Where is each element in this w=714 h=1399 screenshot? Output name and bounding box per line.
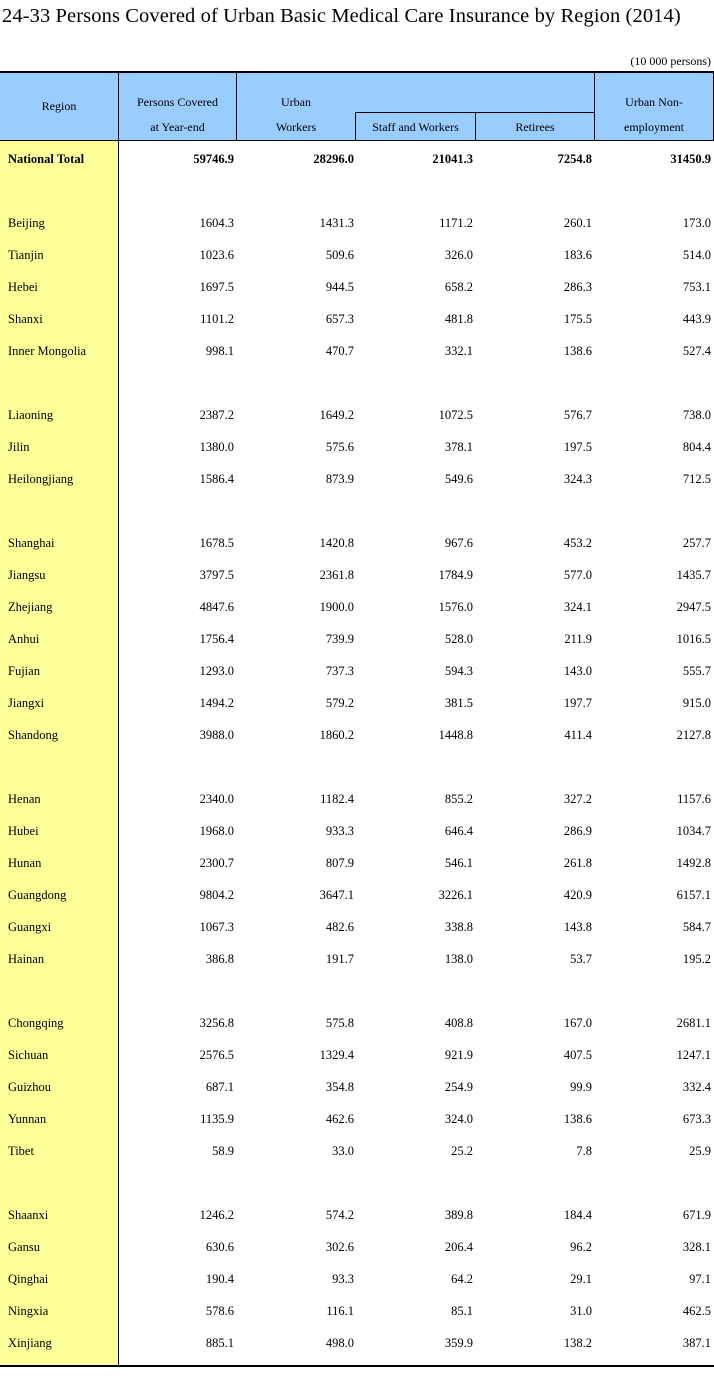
region-cell: Shandong (8, 728, 58, 742)
urban-workers-cell: 657.3 (325, 312, 354, 326)
persons-covered-cell: 630.6 (205, 1240, 234, 1254)
retirees-cell: 577.0 (563, 568, 592, 582)
urban-nonemployment-cell: 804.4 (682, 440, 711, 454)
total-row (0, 144, 714, 176)
table-row (0, 528, 714, 560)
urban-nonemployment-cell: 555.7 (682, 664, 711, 678)
urban-nonemployment-cell: 1435.7 (676, 568, 711, 582)
table-row (0, 1040, 714, 1072)
retirees-cell: 167.0 (563, 1016, 592, 1030)
region-cell: Shanghai (8, 536, 55, 550)
staff-workers-cell: 381.5 (444, 696, 473, 710)
table-bottom-rule (0, 1365, 714, 1367)
urban-workers-cell: 33.0 (332, 1144, 354, 1158)
staff-workers-cell: 85.1 (451, 1304, 473, 1318)
staff-workers-cell: 1448.8 (438, 728, 473, 742)
region-cell: Jiangsu (8, 568, 46, 582)
urban-nonemployment-cell: 671.9 (682, 1208, 711, 1222)
urban-workers-cell: 509.6 (325, 248, 354, 262)
urban-nonemployment-cell: 462.5 (682, 1304, 711, 1318)
header-region: Region (41, 99, 77, 113)
staff-workers-cell: 3226.1 (438, 888, 473, 902)
region-cell: Yunnan (8, 1112, 47, 1126)
urban-workers-cell: 354.8 (325, 1080, 354, 1094)
staff-workers-cell: 389.8 (444, 1208, 473, 1222)
urban-nonemployment-cell: 738.0 (682, 408, 711, 422)
header-bottom-rule (0, 140, 714, 141)
urban-workers-cell: 574.2 (325, 1208, 354, 1222)
retirees-cell: 31.0 (570, 1304, 592, 1318)
staff-workers-cell: 646.4 (444, 824, 473, 838)
retirees-cell: 324.3 (563, 472, 592, 486)
region-cell: Zhejiang (8, 600, 53, 614)
retirees-cell: 324.1 (563, 600, 592, 614)
table-row (0, 560, 714, 592)
table-row (0, 592, 714, 624)
retirees-cell: 211.9 (564, 632, 592, 646)
staff-workers-cell: 21041.3 (432, 152, 473, 166)
urban-workers-cell: 462.6 (325, 1112, 354, 1126)
urban-workers-cell: 944.5 (325, 280, 354, 294)
table-row (0, 816, 714, 848)
urban-nonemployment-cell: 2681.1 (676, 1016, 711, 1030)
persons-covered-cell: 1968.0 (199, 824, 234, 838)
persons-covered-cell: 2576.5 (199, 1048, 234, 1062)
staff-workers-cell: 658.2 (444, 280, 473, 294)
persons-covered-cell: 1756.4 (199, 632, 234, 646)
persons-covered-cell: 3797.5 (199, 568, 234, 582)
region-cell: Henan (8, 792, 41, 806)
staff-workers-cell: 359.9 (444, 1336, 473, 1350)
urban-nonemployment-cell: 712.5 (682, 472, 711, 486)
persons-covered-cell: 1604.3 (199, 216, 234, 230)
persons-covered-cell: 1380.0 (199, 440, 234, 454)
region-cell: Gansu (8, 1240, 40, 1254)
header-urban-line1: Urban (281, 95, 311, 109)
persons-covered-cell: 1293.0 (199, 664, 234, 678)
urban-workers-cell: 1431.3 (319, 216, 354, 230)
retirees-cell: 99.9 (570, 1080, 592, 1094)
region-cell: Inner Mongolia (8, 344, 87, 358)
urban-nonemployment-cell: 673.3 (682, 1112, 711, 1126)
persons-covered-cell: 1067.3 (199, 920, 234, 934)
header-nonemp-line1: Urban Non- (625, 95, 683, 109)
region-cell: Fujian (8, 664, 40, 678)
urban-nonemployment-cell: 1492.8 (676, 856, 711, 870)
urban-workers-cell: 807.9 (325, 856, 354, 870)
staff-workers-cell: 64.2 (451, 1272, 473, 1286)
region-cell: Hainan (8, 952, 45, 966)
staff-workers-cell: 1576.0 (438, 600, 473, 614)
persons-covered-cell: 1023.6 (199, 248, 234, 262)
retirees-cell: 197.5 (563, 440, 592, 454)
urban-workers-cell: 1649.2 (319, 408, 354, 422)
retirees-cell: 143.8 (563, 920, 592, 934)
urban-workers-cell: 1182.4 (320, 792, 354, 806)
staff-workers-cell: 254.9 (444, 1080, 473, 1094)
urban-workers-cell: 1420.8 (319, 536, 354, 550)
retirees-cell: 260.1 (563, 216, 592, 230)
urban-workers-cell: 191.7 (325, 952, 354, 966)
persons-covered-cell: 386.8 (205, 952, 234, 966)
persons-covered-cell: 998.1 (205, 344, 234, 358)
urban-nonemployment-cell: 2947.5 (676, 600, 711, 614)
region-cell: Qinghai (8, 1272, 49, 1286)
region-cell: Jiangxi (8, 696, 45, 710)
region-cell: Guangxi (8, 920, 52, 934)
region-cell: Heilongjiang (8, 472, 74, 486)
header-staff: Staff and Workers (372, 120, 459, 134)
urban-workers-cell: 933.3 (325, 824, 354, 838)
urban-nonemployment-cell: 1034.7 (676, 824, 711, 838)
retirees-cell: 286.3 (563, 280, 592, 294)
staff-workers-cell: 855.2 (444, 792, 473, 806)
retirees-cell: 53.7 (570, 952, 592, 966)
urban-nonemployment-cell: 753.1 (682, 280, 711, 294)
urban-nonemployment-cell: 328.1 (682, 1240, 711, 1254)
table-row (0, 656, 714, 688)
staff-workers-cell: 206.4 (444, 1240, 473, 1254)
retirees-cell: 138.6 (563, 344, 592, 358)
urban-nonemployment-cell: 25.9 (689, 1144, 711, 1158)
urban-workers-cell: 873.9 (325, 472, 354, 486)
retirees-cell: 184.4 (563, 1208, 592, 1222)
persons-covered-cell: 4847.6 (199, 600, 234, 614)
region-cell: National Total (8, 152, 85, 166)
staff-workers-cell: 1784.9 (438, 568, 473, 582)
staff-workers-cell: 324.0 (444, 1112, 473, 1126)
header-nonemp-line2: employment (624, 120, 684, 134)
table-row (0, 912, 714, 944)
persons-covered-cell: 1697.5 (199, 280, 234, 294)
persons-covered-cell: 3256.8 (199, 1016, 234, 1030)
retirees-cell: 327.2 (563, 792, 592, 806)
persons-covered-cell: 1494.2 (199, 696, 234, 710)
table-row (0, 1104, 714, 1136)
persons-covered-cell: 2387.2 (199, 408, 234, 422)
urban-workers-cell: 93.3 (332, 1272, 354, 1286)
table-row (0, 1328, 714, 1360)
table-row (0, 720, 714, 752)
table-row (0, 1232, 714, 1264)
persons-covered-cell: 578.6 (205, 1304, 234, 1318)
persons-covered-cell: 1246.2 (199, 1208, 234, 1222)
urban-workers-cell: 579.2 (325, 696, 354, 710)
region-cell: Chongqing (8, 1016, 64, 1030)
table-row (0, 1072, 714, 1104)
persons-covered-cell: 3988.0 (199, 728, 234, 742)
persons-covered-cell: 190.4 (205, 1272, 234, 1286)
region-cell: Sichuan (8, 1048, 49, 1062)
urban-workers-cell: 737.3 (325, 664, 354, 678)
staff-workers-cell: 138.0 (444, 952, 473, 966)
table-row (0, 848, 714, 880)
region-cell: Hebei (8, 280, 38, 294)
staff-workers-cell: 1072.5 (438, 408, 473, 422)
staff-workers-cell: 481.8 (444, 312, 473, 326)
urban-workers-cell: 302.6 (325, 1240, 354, 1254)
table-row (0, 400, 714, 432)
retirees-cell: 29.1 (570, 1272, 592, 1286)
retirees-cell: 261.8 (563, 856, 592, 870)
table-row (0, 240, 714, 272)
urban-nonemployment-cell: 1016.5 (676, 632, 711, 646)
urban-workers-cell: 739.9 (325, 632, 354, 646)
urban-workers-cell: 482.6 (325, 920, 354, 934)
region-cell: Hubei (8, 824, 39, 838)
urban-nonemployment-cell: 1247.1 (676, 1048, 711, 1062)
region-cell: Liaoning (8, 408, 54, 422)
region-cell: Tianjin (8, 248, 44, 262)
persons-covered-cell: 885.1 (205, 1336, 234, 1350)
urban-nonemployment-cell: 257.7 (682, 536, 711, 550)
retirees-cell: 183.6 (563, 248, 592, 262)
urban-nonemployment-cell: 584.7 (682, 920, 711, 934)
urban-nonemployment-cell: 443.9 (682, 312, 711, 326)
staff-workers-cell: 549.6 (444, 472, 473, 486)
urban-nonemployment-cell: 915.0 (682, 696, 711, 710)
header-retirees: Retirees (515, 120, 555, 134)
persons-covered-cell: 1101.2 (200, 312, 234, 326)
urban-workers-cell: 3647.1 (319, 888, 354, 902)
persons-covered-cell: 59746.9 (193, 152, 234, 166)
region-cell: Shanxi (8, 312, 43, 326)
retirees-cell: 286.9 (563, 824, 592, 838)
retirees-cell: 407.5 (563, 1048, 592, 1062)
urban-nonemployment-cell: 195.2 (682, 952, 711, 966)
staff-workers-cell: 25.2 (451, 1144, 473, 1158)
persons-covered-cell: 58.9 (212, 1144, 234, 1158)
region-cell: Tibet (8, 1144, 34, 1158)
header-persons-line2: at Year-end (150, 120, 205, 134)
persons-covered-cell: 1135.9 (200, 1112, 234, 1126)
urban-workers-cell: 2361.8 (319, 568, 354, 582)
retirees-cell: 96.2 (570, 1240, 592, 1254)
table-row (0, 944, 714, 976)
table-row (0, 1264, 714, 1296)
persons-covered-cell: 2340.0 (199, 792, 234, 806)
region-cell: Ningxia (8, 1304, 49, 1318)
table-row (0, 624, 714, 656)
region-cell: Xinjiang (8, 1336, 52, 1350)
staff-workers-cell: 1171.2 (439, 216, 473, 230)
table-row (0, 272, 714, 304)
urban-nonemployment-cell: 527.4 (682, 344, 711, 358)
urban-nonemployment-cell: 31450.9 (670, 152, 711, 166)
header-urban-line2: Workers (275, 120, 317, 134)
table-row (0, 1136, 714, 1168)
persons-covered-cell: 687.1 (205, 1080, 234, 1094)
urban-nonemployment-cell: 97.1 (689, 1272, 711, 1286)
persons-covered-cell: 9804.2 (199, 888, 234, 902)
retirees-cell: 453.2 (563, 536, 592, 550)
table-row (0, 464, 714, 496)
region-cell: Jilin (8, 440, 30, 454)
retirees-cell: 7254.8 (557, 152, 592, 166)
persons-covered-cell: 1678.5 (199, 536, 234, 550)
staff-workers-cell: 528.0 (444, 632, 473, 646)
region-cell: Hunan (8, 856, 42, 870)
urban-workers-cell: 498.0 (325, 1336, 354, 1350)
staff-workers-cell: 546.1 (444, 856, 473, 870)
header-subdivider (355, 112, 595, 113)
unit-note: (10 000 persons) (630, 54, 711, 68)
persons-covered-cell: 2300.7 (199, 856, 234, 870)
urban-nonemployment-cell: 514.0 (682, 248, 711, 262)
urban-nonemployment-cell: 387.1 (682, 1336, 711, 1350)
retirees-cell: 175.5 (563, 312, 592, 326)
persons-covered-cell: 1586.4 (199, 472, 234, 486)
staff-workers-cell: 408.8 (444, 1016, 473, 1030)
region-cell: Shaanxi (8, 1208, 49, 1222)
retirees-cell: 420.9 (563, 888, 592, 902)
table-row (0, 304, 714, 336)
header-persons-line1: Persons Covered (137, 95, 218, 109)
region-cell: Anhui (8, 632, 40, 646)
urban-workers-cell: 1329.4 (319, 1048, 354, 1062)
table-row (0, 1008, 714, 1040)
retirees-cell: 197.7 (563, 696, 592, 710)
urban-nonemployment-cell: 173.0 (682, 216, 711, 230)
table-row (0, 784, 714, 816)
table-row (0, 688, 714, 720)
urban-workers-cell: 575.6 (325, 440, 354, 454)
table-row (0, 432, 714, 464)
urban-nonemployment-cell: 1157.6 (677, 792, 711, 806)
table-row (0, 880, 714, 912)
region-cell: Guangdong (8, 888, 67, 902)
staff-workers-cell: 332.1 (444, 344, 473, 358)
staff-workers-cell: 594.3 (444, 664, 473, 678)
staff-workers-cell: 378.1 (444, 440, 473, 454)
retirees-cell: 576.7 (563, 408, 592, 422)
retirees-cell: 138.6 (563, 1112, 592, 1126)
urban-nonemployment-cell: 2127.8 (676, 728, 711, 742)
urban-workers-cell: 575.8 (325, 1016, 354, 1030)
table-row (0, 1296, 714, 1328)
urban-nonemployment-cell: 332.4 (682, 1080, 711, 1094)
urban-nonemployment-cell: 6157.1 (676, 888, 711, 902)
staff-workers-cell: 338.8 (444, 920, 473, 934)
staff-workers-cell: 967.6 (444, 536, 473, 550)
urban-workers-cell: 1900.0 (319, 600, 354, 614)
urban-workers-cell: 1860.2 (319, 728, 354, 742)
retirees-cell: 138.2 (563, 1336, 592, 1350)
table-row (0, 208, 714, 240)
table-row (0, 1200, 714, 1232)
region-cell: Beijing (8, 216, 45, 230)
retirees-cell: 7.8 (576, 1144, 592, 1158)
page-title: 24-33 Persons Covered of Urban Basic Medical Care Insurance by Region (2014) (2, 5, 681, 27)
urban-workers-cell: 28296.0 (313, 152, 354, 166)
retirees-cell: 411.4 (564, 728, 592, 742)
urban-workers-cell: 116.1 (326, 1304, 354, 1318)
table-row (0, 336, 714, 368)
urban-workers-cell: 470.7 (325, 344, 354, 358)
staff-workers-cell: 921.9 (444, 1048, 473, 1062)
retirees-cell: 143.0 (563, 664, 592, 678)
region-cell: Guizhou (8, 1080, 52, 1094)
staff-workers-cell: 326.0 (444, 248, 473, 262)
